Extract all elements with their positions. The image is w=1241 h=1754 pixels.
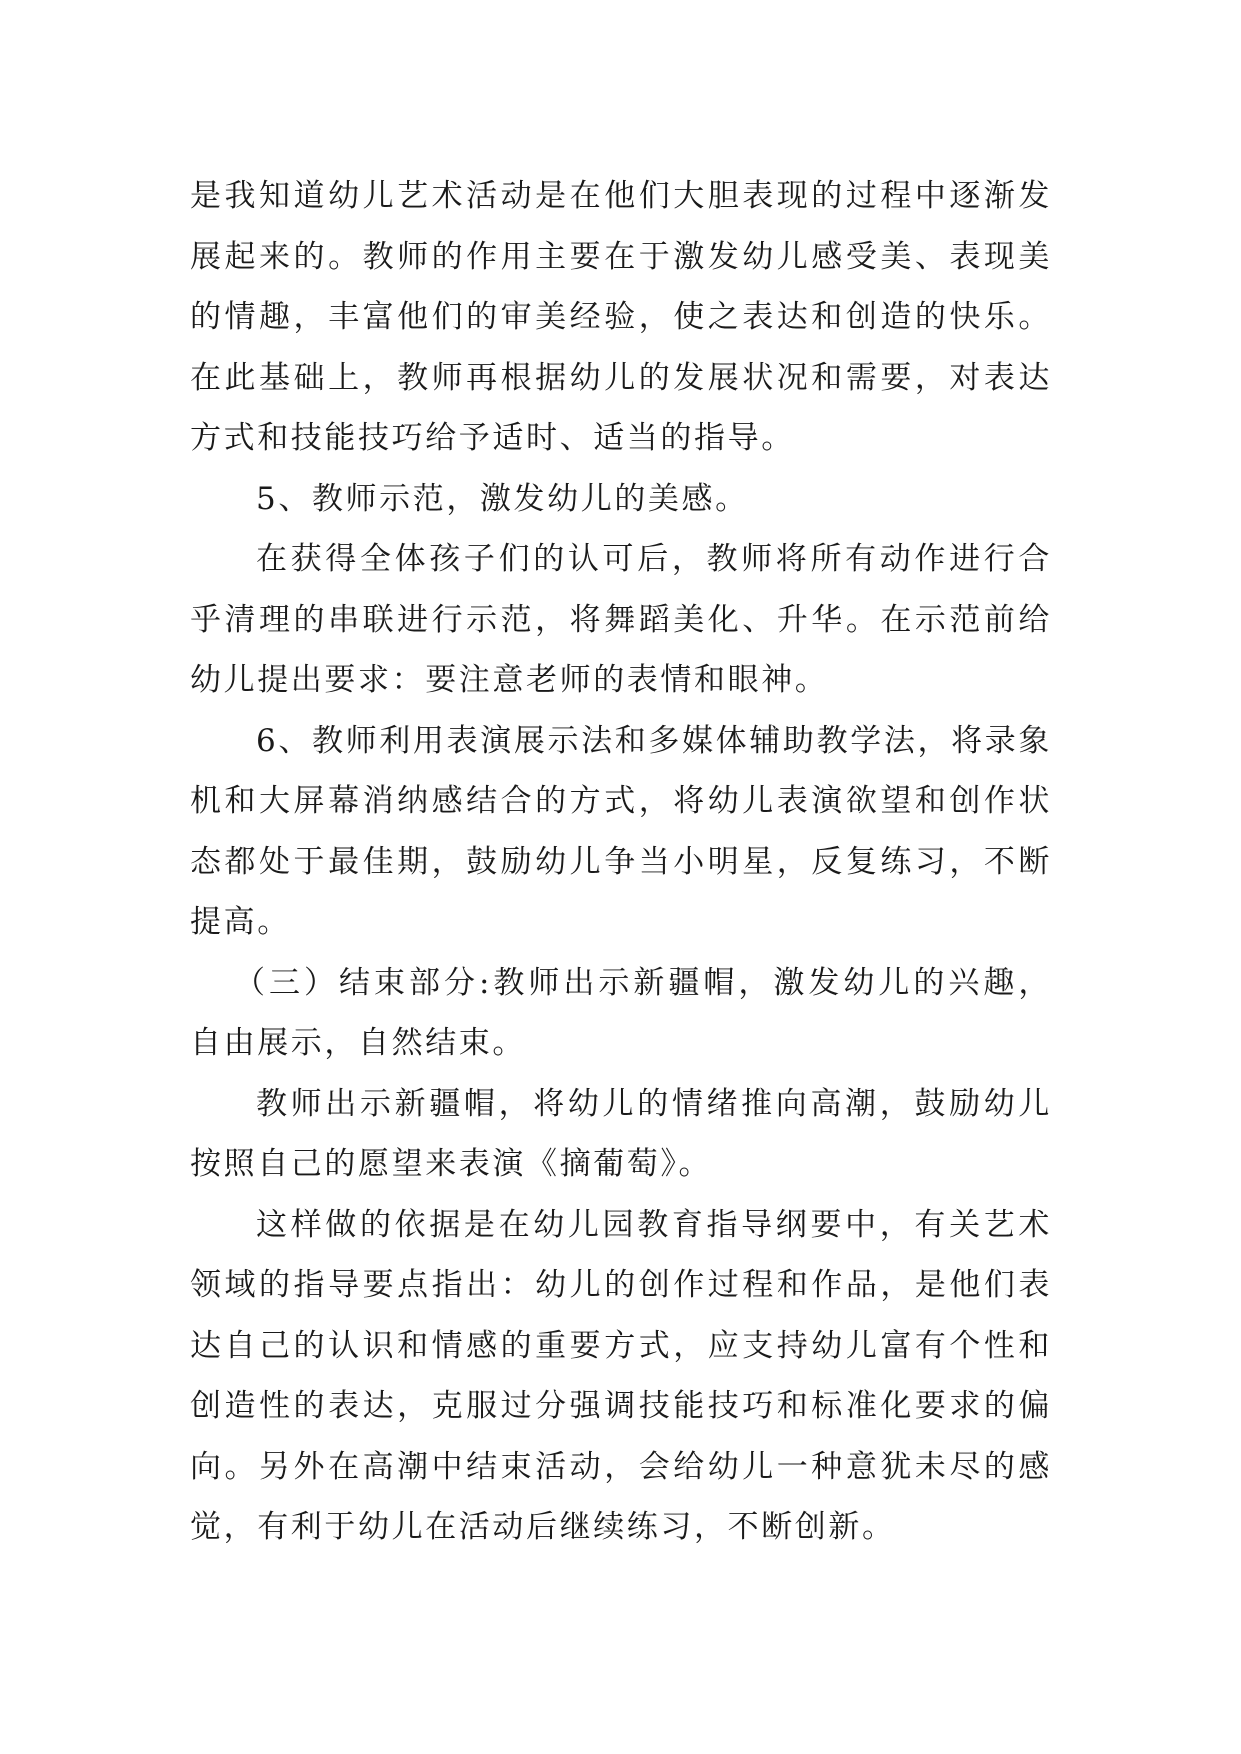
- document-body: [190, 166, 1052, 1558]
- paragraph-rationale: 这样做的依据是在幼儿园教育指导纲要中，有关艺术领域的指导要点指出：幼儿的创作过程和作品，是他们表达自己的认识和情感的重要方式，应支持幼儿富有个性和创造性的表达，克服过分强调技能技巧和标准化要求的偏向。另外在高潮中结束活动，会给幼儿一种意犹未尽的感觉，有利于幼儿在活动后继续练习，不断创新。: [190, 1206, 1052, 1545]
- paragraph-step-5-body: 在获得全体孩子们的认可后，教师将所有动作进行合乎清理的串联进行示范，将舞蹈美化、升华。在示范前给幼儿提出要求：要注意老师的表情和眼神。: [190, 541, 1052, 698]
- paragraph-step-6: 6、教师利用表演展示法和多媒体辅助教学法，将录象机和大屏幕消纳感结合的方式，将幼儿表演欲望和创作状态都处于最佳期，鼓励幼儿争当小明星，反复练习，不断提高。: [190, 722, 1052, 940]
- paragraph-continuation: 是我知道幼儿艺术活动是在他们大胆表现的过程中逐渐发展起来的。教师的作用主要在于激发幼儿感受美、表现美的情趣，丰富他们的审美经验，使之表达和创造的快乐。在此基础上，教师再根据幼儿的发展状况和需要，对表达方式和技能技巧给予适时、适当的指导。: [190, 178, 1052, 456]
- paragraph-section-3-heading: （三）结束部分:教师出示新疆帽，激发幼儿的兴趣，自由展示，自然结束。: [190, 964, 1052, 1061]
- paragraph-step-5-heading: 5、教师示范，激发幼儿的美感。: [256, 480, 749, 517]
- paragraph-section-3-body: 教师出示新疆帽，将幼儿的情绪推向高潮，鼓励幼儿按照自己的愿望来表演《摘葡萄》。: [190, 1085, 1052, 1182]
